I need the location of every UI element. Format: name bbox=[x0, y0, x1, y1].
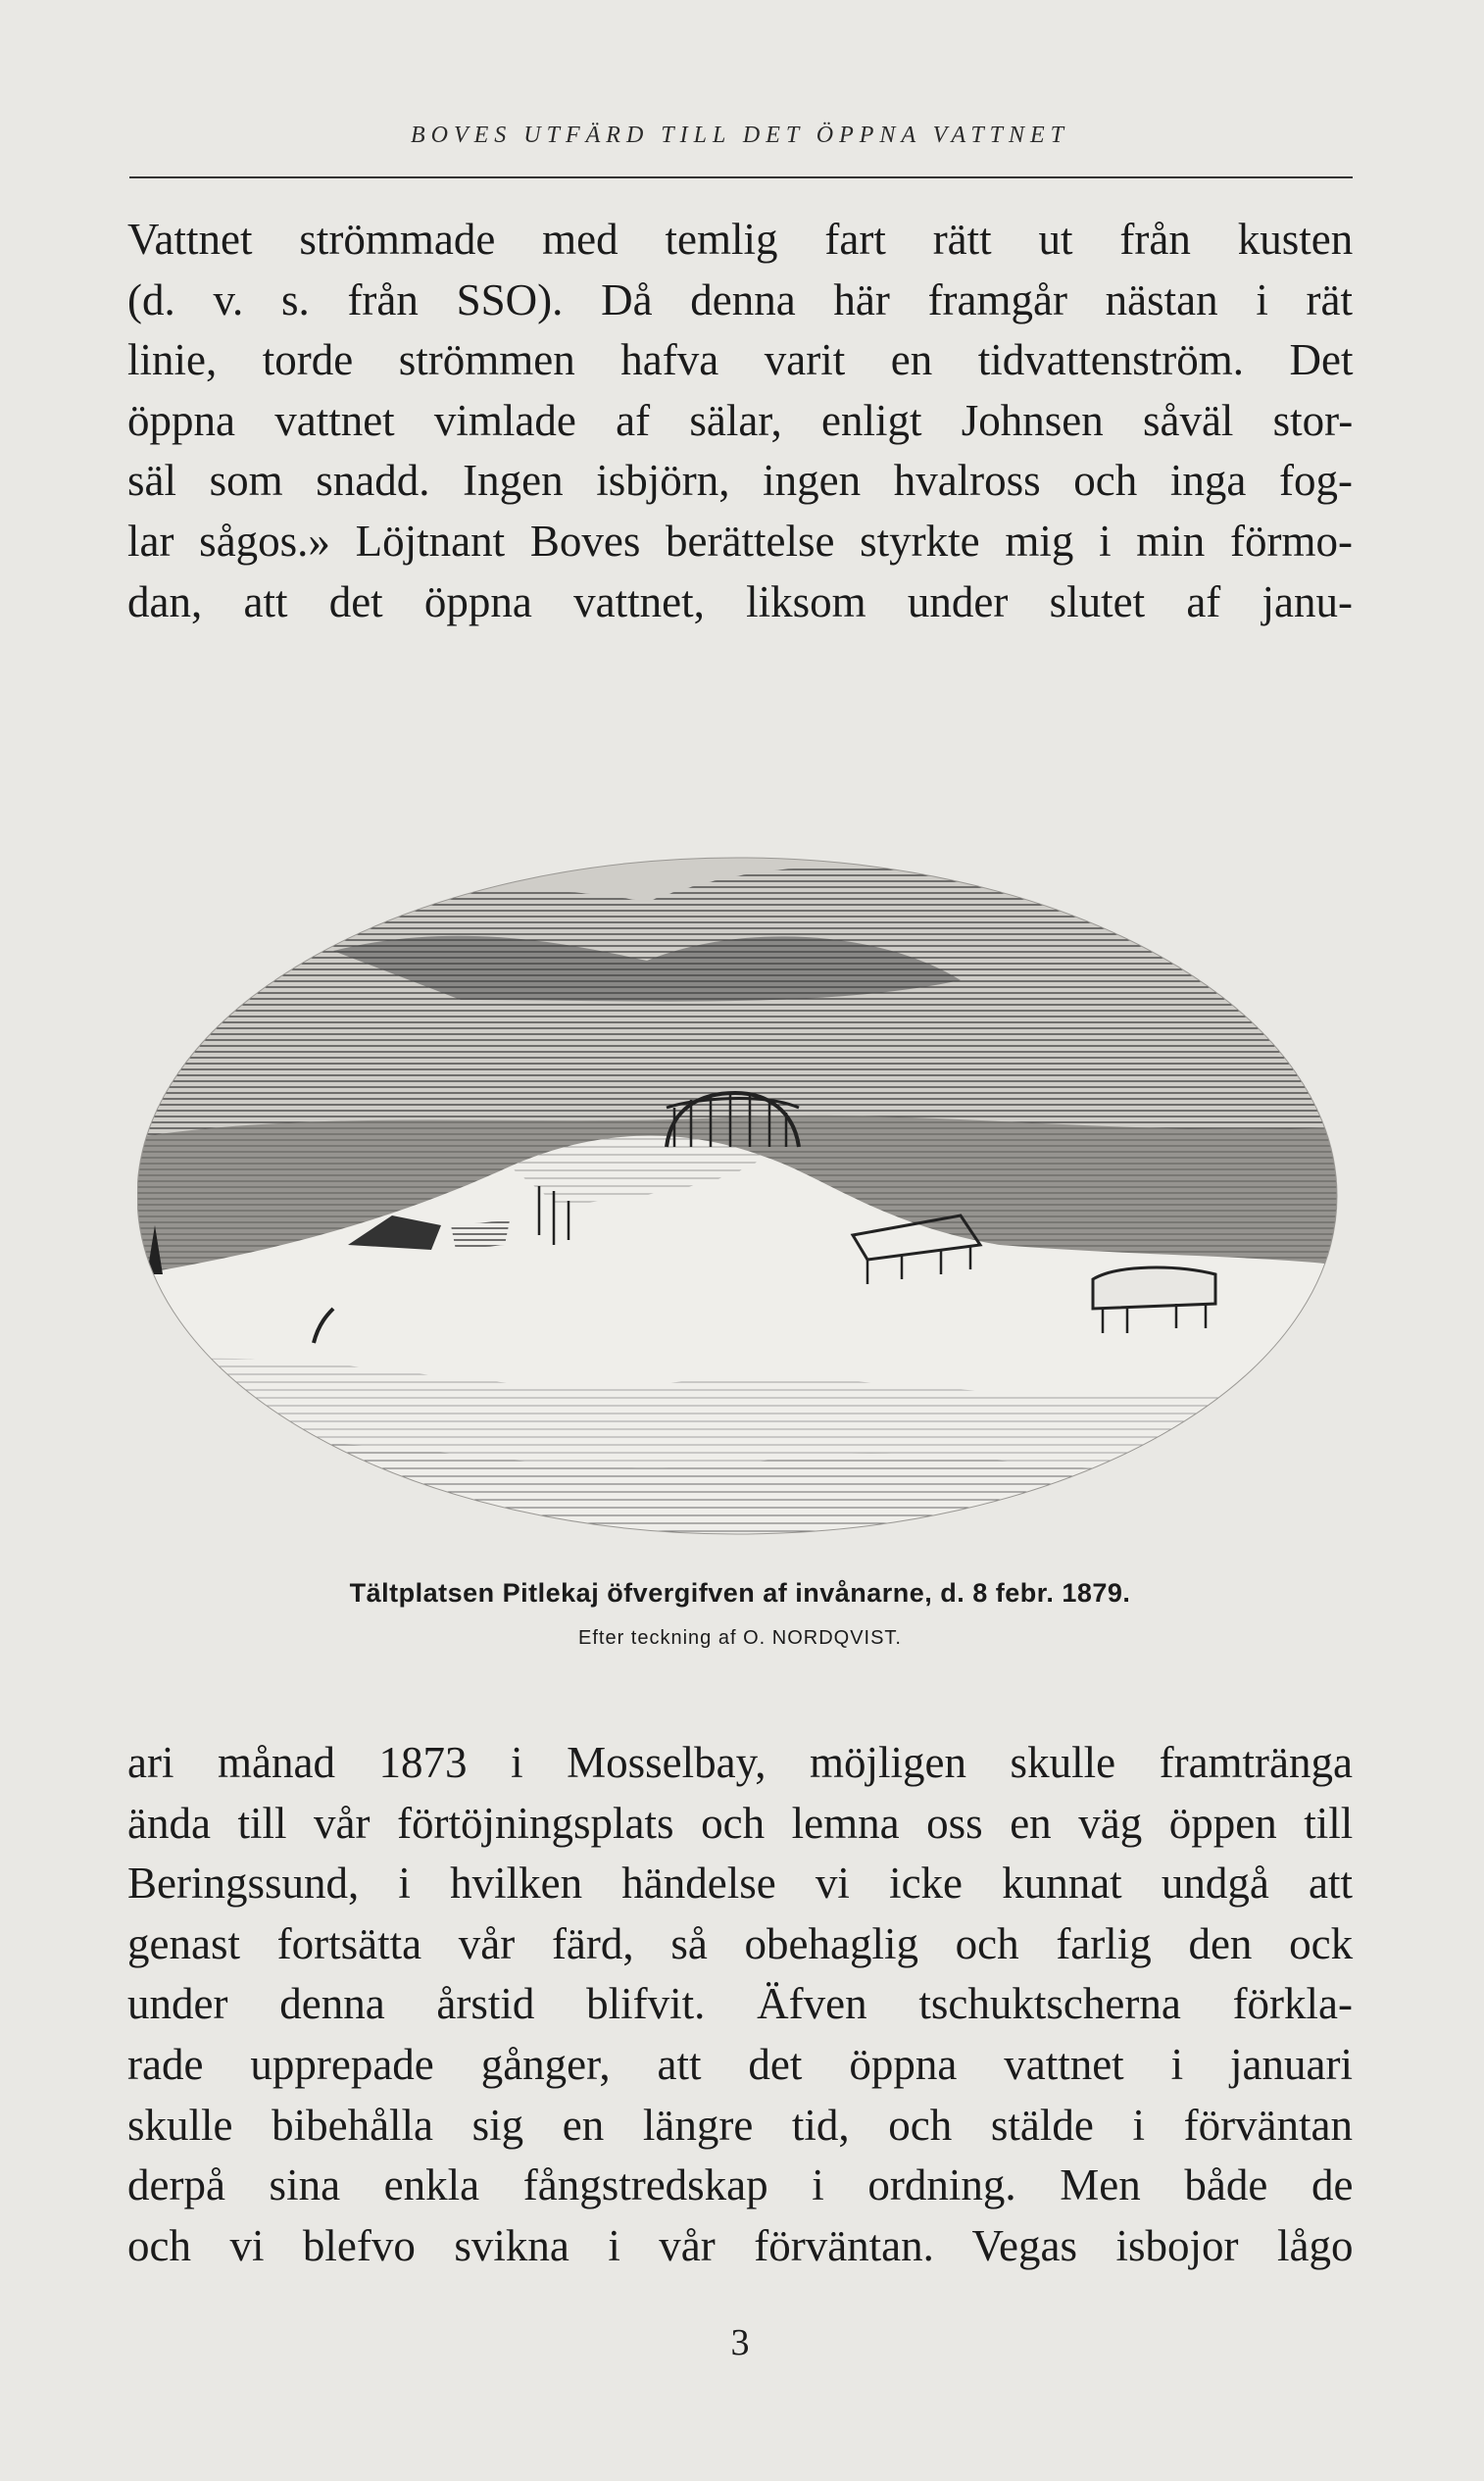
text-line: under denna årstid blifvit. Äfven tschuktscherna förkla- bbox=[127, 1979, 1353, 2029]
header-rule bbox=[129, 176, 1353, 178]
text-line: och vi blefvo svikna i vår förväntan. Vegas isbojor lågo bbox=[127, 2220, 1354, 2270]
text-line: Beringssund, i hvilken händelse vi icke kunnat undgå att bbox=[127, 1859, 1353, 1909]
text-line: rade upprepade gånger, att det öppna vattnet i januari bbox=[127, 2039, 1353, 2089]
text-line: ända till vår förtöjningsplats och lemna oss en väg öppen till bbox=[127, 1798, 1354, 1848]
text-line: dan, att det öppna vattnet, liksom under slutet af janu- bbox=[127, 576, 1353, 626]
paragraph-bottom bbox=[127, 1733, 1353, 2276]
text-line: (d. v. s. från SSO). Då denna här framgår nästan i rät bbox=[127, 274, 1354, 324]
paragraph-top bbox=[127, 210, 1353, 632]
text-line: derpå sina enkla fångstredskap i ordning. Men både de bbox=[127, 2160, 1354, 2210]
running-head: BOVES UTFÄRD TILL DET ÖPPNA VATTNET bbox=[410, 123, 1070, 148]
text-line: genast fortsätta vår färd, så obehaglig och farlig den ock bbox=[127, 1918, 1354, 1968]
text-line: skulle bibehålla sig en längre tid, och stälde i förväntan bbox=[127, 2100, 1353, 2150]
text-line: öppna vattnet vimlade af sälar, enligt Johnsen såväl stor- bbox=[127, 395, 1354, 445]
figure-credit: Efter teckning af O. NORDQVIST. bbox=[578, 1627, 902, 1649]
page-number: 3 bbox=[730, 2322, 750, 2363]
figure-caption: Tältplatsen Pitlekaj öfvergifven af invånarne, d. 8 febr. 1879. bbox=[349, 1578, 1131, 1608]
text-line: ari månad 1873 i Mosselbay, möjligen skulle framtränga bbox=[127, 1738, 1353, 1787]
text-line: Vattnet strömmade med temlig fart rätt ut från kusten bbox=[127, 215, 1354, 264]
text-line: lar sågos.» Löjtnant Boves berättelse styrkte mig i min förmo- bbox=[127, 516, 1353, 566]
engraving-illustration bbox=[137, 814, 1338, 1539]
text-line: säl som snadd. Ingen isbjörn, ingen hvalross och inga fog- bbox=[127, 456, 1353, 506]
text-line: linie, torde strömmen hafva varit en tidvattenström. Det bbox=[127, 335, 1354, 385]
